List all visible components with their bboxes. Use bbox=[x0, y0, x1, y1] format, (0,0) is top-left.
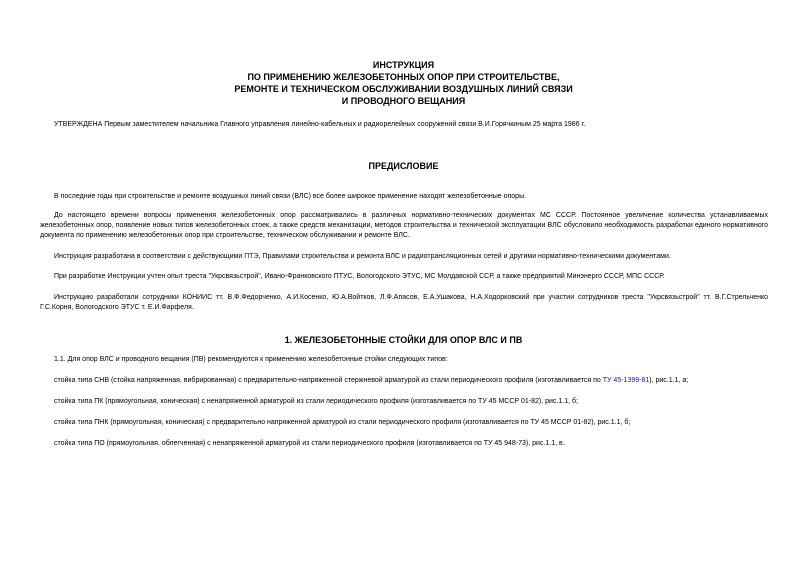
preface-paragraph-4: При разработке Инструкции учтен опыт треста "Укрсвязьстрой", Ивано-Франковского ПТУС, Вологодского ЭТУС, МС Молдавской ССР, а также предприятий Минэнерго СССР, МПС СССР. bbox=[54, 273, 665, 280]
preface-p3-text-before: Инструкция разработана в соответствии с действующими bbox=[54, 253, 245, 260]
preface-paragraph-1: В последние годы при строительстве и ремонте воздушных линий связи (ВЛС) все более широкое применение находят железобетонные опоры. bbox=[54, 193, 527, 200]
item-1-text-after: ), рис.1.1, а; bbox=[649, 377, 689, 384]
section-1-item-4: стойка типа ПО (прямоугольная, облегченная) с ненапряженной арматурой из стали периодического профиля (изготавливается по ТУ 45 948-73), рис.1.1, в. bbox=[54, 440, 565, 447]
item-1-text-before: стойка типа СНВ (стойка напряженная, вибрированная) с предварительно-напряженной стержневой арматурой из стали периодического профиля (изготавливается по bbox=[54, 377, 603, 384]
preface-paragraph-2: До настоящего времени вопросы применения железобетонных опор рассматривались в различных нормативно-технических документах МС СССР. Постоянное увеличение количества устанавливаемых железобетонных опор, появление новых типов железобетонных стоек, а также средств механизации, методов строительства и технической эксплуатации ВЛС обусловило необходимость разработки единого нормативного документа по применению железобетонных опор при строительстве, техническом обслуживании и ремонте ВЛС. bbox=[40, 212, 768, 239]
preface-paragraph-5: Инструкцию разработали сотрудники КОНИИС тт. В.Ф.Федорченко, А.И.Косенко, Ю.А.Войтков, Л.Ф.Апасов, Е.А.Ушакова, Н.А.Ходорковский при участии сотрудников треста "Укрсвязьстрой" тт. В.Г.Стрельченко Г.С.Корня, Вологодского ЭТУС т. Е.И.Фарфеля. bbox=[40, 294, 768, 311]
pte-link[interactable]: ПТЭ bbox=[244, 253, 259, 260]
preface-heading: ПРЕДИСЛОВИЕ bbox=[368, 161, 439, 171]
approval-note: УТВЕРЖДЕНА Первым заместителем начальника Главного управления линейно-кабельных и радиорелейных сооружений связи В.И.Горячкиным 25 марта 1986 г. bbox=[54, 121, 586, 128]
tu-45-1399-81-link[interactable]: ТУ 45-1399-81 bbox=[602, 377, 650, 384]
section-1-item-2: стойка типа ПК (прямоугольная, коническая) с ненапряженной арматурой из стали периодического профиля (изготавливается по ТУ 45 МССР 01-82), рис.1.1, б; bbox=[54, 398, 578, 405]
title-line-3: РЕМОНТЕ И ТЕХНИЧЕСКОМ ОБСЛУЖИВАНИИ ВОЗДУШНЫХ ЛИНИЙ СВЯЗИ bbox=[234, 84, 573, 94]
title-line-1: ИНСТРУКЦИЯ bbox=[372, 60, 435, 70]
preface-p3-text-after: , Правилами строительства и ремонта ВЛС и радиотрансляционных сетей и другими нормативно-техническими документами. bbox=[258, 253, 671, 260]
title-line-2: ПО ПРИМЕНЕНИЮ ЖЕЛЕЗОБЕТОННЫХ ОПОР ПРИ СТРОИТЕЛЬСТВЕ, bbox=[247, 72, 560, 82]
section-1-heading: 1. ЖЕЛЕЗОБЕТОННЫЕ СТОЙКИ ДЛЯ ОПОР ВЛС И ПВ bbox=[284, 335, 523, 345]
section-1-item-3: стойка типа ПНК (прямоугольная, коническая) с предварительно напряженной арматурой из стали периодического профиля (изготавливается по ТУ 45 МССР 01-82), рис.1.1, б; bbox=[54, 419, 631, 426]
section-1-paragraph-1: 1.1. Для опор ВЛС и проводного вещания (ПВ) рекомендуются к применению железобетонные стойки следующих типов: bbox=[54, 356, 448, 363]
document-title bbox=[0, 59, 807, 107]
title-line-4: И ПРОВОДНОГО ВЕЩАНИЯ bbox=[341, 96, 466, 106]
preface-paragraph-3 bbox=[40, 252, 768, 262]
section-1-item-1 bbox=[40, 376, 768, 386]
